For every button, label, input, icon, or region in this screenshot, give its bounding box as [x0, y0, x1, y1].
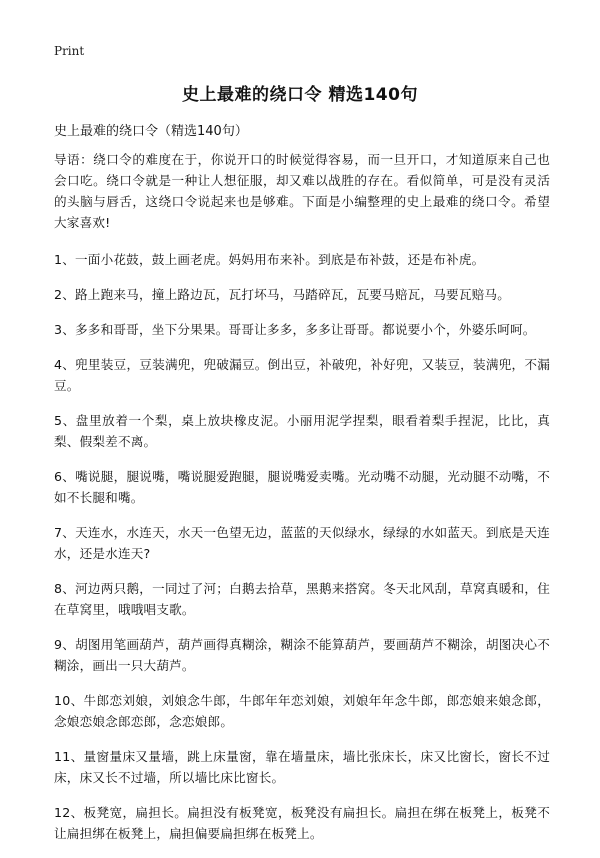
tongue-twister-item: 5、盘里放着一个梨，桌上放块橡皮泥。小丽用泥学捏梨，眼看着梨手捏泥，比比，真梨、假梨差不离。: [54, 413, 550, 449]
tongue-twister-item: 12、板凳宽，扁担长。扁担没有板凳宽，板凳没有扁担长。扁担在绑在板凳上，板凳不让扁担绑在板凳上，扁担偏要扁担绑在板凳上。: [54, 805, 550, 841]
tongue-twister-item: 4、兜里装豆，豆装满兜，兜破漏豆。倒出豆，补破兜，补好兜，又装豆，装满兜，不漏豆。: [54, 357, 550, 393]
tongue-twister-item: 2、路上跑来马，撞上路边瓦，瓦打坏马，马踏碎瓦，瓦要马赔瓦，马要瓦赔马。: [54, 287, 510, 302]
document-subtitle: 史上最难的绕口令（精选140句）: [54, 124, 248, 139]
print-label: Print: [54, 44, 85, 58]
page-title: 史上最难的绕口令 精选140句: [182, 85, 418, 105]
tongue-twister-item: 7、天连水，水连天，水天一色望无边，蓝蓝的天似绿水，绿绿的水如蓝天。到底是天连水，还是水连天?: [54, 525, 550, 561]
document-body: [54, 149, 550, 858]
tongue-twister-item: 10、牛郎恋刘娘，刘娘念牛郎，牛郎年年恋刘娘，刘娘年年念牛郎，郎恋娘来娘念郎，念娘恋娘念郎恋郎，念恋娘郎。: [54, 693, 550, 729]
tongue-twister-item: 9、胡图用笔画葫芦，葫芦画得真糊涂，糊涂不能算葫芦，要画葫芦不糊涂，胡图决心不糊涂，画出一只大葫芦。: [54, 637, 550, 673]
tongue-twister-item: 3、多多和哥哥，坐下分果果。哥哥让多多，多多让哥哥。都说要小个，外婆乐呵呵。: [54, 322, 536, 337]
tongue-twister-item: 11、量窗量床又量墙，跳上床量窗，靠在墙量床，墙比张床长，床又比窗长，窗长不过床，床又长不过墙，所以墙比床比窗长。: [54, 749, 550, 785]
tongue-twister-item: 6、嘴说腿，腿说嘴，嘴说腿爱跑腿，腿说嘴爱卖嘴。光动嘴不动腿，光动腿不动嘴，不如不长腿和嘴。: [54, 469, 550, 505]
tongue-twister-item: 8、河边两只鹅，一同过了河；白鹅去拾草，黑鹅来搭窝。冬天北风刮，草窝真暖和，住在草窝里，哦哦唱支歌。: [54, 581, 550, 617]
tongue-twister-item: 1、一面小花鼓，鼓上画老虎。妈妈用布来补。到底是布补鼓，还是布补虎。: [54, 252, 485, 267]
intro-paragraph: 导语：绕口令的难度在于，你说开口的时候觉得容易，而一旦开口，才知道原来自己也会口吃。绕口令就是一种让人想征服，却又难以战胜的存在。看似简单，可是没有灵活的头脑与唇舌，这绕口令说起来也是够难。下面是小编整理的史上最难的绕口令。希望大家喜欢!: [54, 152, 550, 230]
